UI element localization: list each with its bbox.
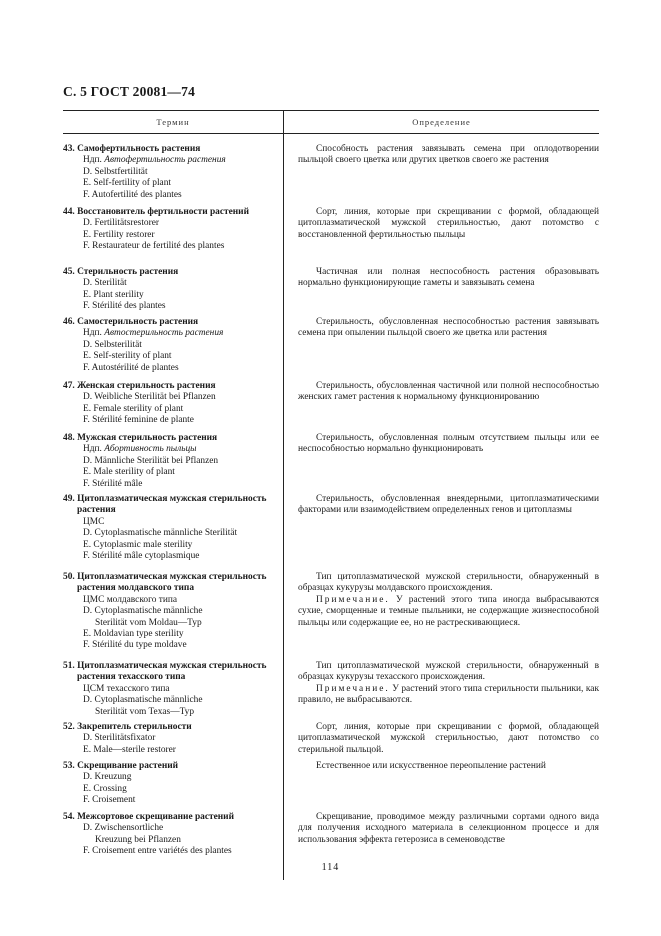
term-cell	[63, 572, 276, 652]
definition-cell	[276, 267, 599, 313]
term-synonym	[77, 328, 268, 339]
term-number: 44.	[63, 207, 75, 217]
term-synonym: D. Weibliche Sterilität bei Pflanzen	[83, 392, 216, 403]
term-synonym: D. Selbstfertilität	[83, 166, 148, 177]
definition-text: Тип цитоплазматической мужской стерильности, обнаруженный в образцах кукурузы техасского происхождения.	[298, 661, 599, 683]
note-label: Примечание.	[316, 683, 390, 694]
term-synonym: F. Stérilité mâle cytoplasmique	[83, 551, 200, 562]
term-cell	[63, 207, 276, 253]
term-synonym: F. Autostérilité de plantes	[83, 362, 179, 373]
term-synonym: F. Croisement	[83, 795, 136, 806]
term-name: Восстановитель фертильности растений	[77, 207, 249, 217]
term-synonym: E. Moldavian type sterility	[83, 629, 184, 640]
definition-text: Стерильность, обусловленная неспособностью растения завязывать семена при опылении пыльцой своего же цветка или растения	[298, 317, 599, 339]
term-synonym: D. Cytoplasmatische männliche	[83, 695, 203, 706]
definition-cell	[276, 381, 599, 427]
term-name: Цитоплазматическая мужская стерильность растения молдавского типа	[77, 572, 267, 594]
term-title	[63, 761, 268, 772]
term-synonym: ЦМС	[83, 516, 105, 527]
term-synonym: F. Stérilité du type moldave	[83, 640, 187, 651]
term-number: 52.	[63, 722, 75, 732]
definition-note	[298, 595, 599, 629]
term-name: Самостерильность растения	[77, 317, 199, 327]
term-synonym: E. Self-fertility of plant	[83, 178, 171, 189]
definition-cell	[276, 572, 599, 652]
term-synonym: F. Croisement entre variétés des plantes	[83, 846, 232, 857]
term-synonym: E. Male—sterile restorer	[83, 744, 176, 755]
note-label: Примечание.	[316, 594, 390, 605]
term-name: Женская стерильность растения	[77, 381, 216, 391]
term-title	[63, 381, 268, 392]
table-header-row	[63, 110, 599, 134]
term-synonym: D. Zwischensortliche	[83, 823, 164, 834]
term-synonym: E. Female sterility of plant	[83, 403, 184, 414]
definition-text: Тип цитоплазматической мужской стерильности, обнаруженный в образцах кукурузы молдавского происхождения.	[298, 572, 599, 594]
definition-cell	[276, 207, 599, 253]
table-row	[63, 317, 599, 374]
term-title	[63, 144, 268, 155]
term-deprecated: Автофертильность растения	[104, 155, 226, 166]
definition-text: Скрещивание, проводимое между различными сортами одного вида для получения исходного материала в селекционном процессе и для использования эффекта гетерозиса в семеноводстве	[298, 812, 599, 845]
term-title	[63, 572, 268, 595]
table-row	[63, 661, 599, 718]
definition-text: Частичная или полная неспособность растения образовывать нормально функционирующие гаметы и завязывать семена	[298, 267, 599, 289]
term-synonym: F. Stérilité feminine de plante	[83, 415, 194, 426]
term-synonym: Kreuzung bei Pflanzen	[95, 834, 181, 845]
definition-text: Стерильность, обусловленная полным отсутствием пыльцы или ее неспособностью нормально функционировать	[298, 433, 599, 455]
term-prefix: Ндп.	[83, 328, 105, 339]
term-synonym: E. Fertility restorer	[83, 229, 155, 240]
definition-cell	[276, 812, 599, 858]
definition-cell	[276, 661, 599, 718]
definition-cell	[276, 722, 599, 756]
term-synonym: ЦСМ техасского типа	[83, 683, 170, 694]
term-number: 45.	[63, 267, 75, 277]
term-synonym: E. Male sterility of plant	[83, 467, 175, 478]
term-name: Цитоплазматическая мужская стерильность растения	[77, 494, 267, 516]
term-name: Мужская стерильность растения	[77, 433, 218, 443]
definition-cell	[276, 144, 599, 201]
term-name: Стерильность растения	[77, 267, 179, 277]
term-synonym: F. Restaurateur de fertilité des plantes	[83, 241, 225, 252]
table-row	[63, 144, 599, 201]
term-cell	[63, 812, 276, 858]
term-cell	[63, 317, 276, 374]
definition-text: Сорт, линия, которые при скрещивании с формой, обладающей цитоплазматической мужской стерильностью, дают потомство со стерильной пыльцой.	[298, 722, 599, 755]
term-number: 47.	[63, 381, 75, 391]
term-number: 54.	[63, 812, 75, 822]
term-synonym: E. Cytoplasmic male sterility	[83, 539, 193, 550]
term-title	[63, 661, 268, 684]
definition-text: Сорт, линия, которые при скрещивании с формой, обладающей цитоплазматической мужской стерильностью, дают потомство с восстановленной фертильностью пыльцы	[298, 207, 599, 240]
term-number: 53.	[63, 761, 75, 771]
table-row	[63, 433, 599, 490]
term-cell	[63, 722, 276, 756]
term-synonym: F. Stérilité mâle	[83, 478, 143, 489]
page-header: С. 5 ГОСТ 20081—74	[63, 84, 196, 99]
definition-cell	[276, 433, 599, 490]
term-synonym: E. Plant sterility	[83, 289, 144, 300]
term-title	[63, 207, 268, 218]
term-synonym: E. Crossing	[83, 783, 127, 794]
term-title	[63, 267, 268, 278]
definition-text: Стерильность, обусловленная частичной или полной неспособностью женских гамет растения к нормальному функционированию	[298, 381, 599, 403]
term-title	[63, 494, 268, 517]
term-cell	[63, 144, 276, 201]
term-name: Цитоплазматическая мужская стерильность растения техасского типа	[77, 661, 267, 683]
table-row	[63, 381, 599, 427]
definition-cell	[276, 317, 599, 374]
term-synonym: Sterilität vom Texas—Typ	[95, 706, 195, 717]
term-deprecated: Автостерильность растения	[104, 328, 224, 339]
term-number: 43.	[63, 144, 75, 154]
term-number: 48.	[63, 433, 75, 443]
term-synonym: D. Sterilitätsfixator	[83, 733, 156, 744]
term-synonym: D. Fertilitätsrestorer	[83, 218, 160, 229]
page-number: 114	[321, 862, 340, 873]
term-name: Межсортовое скрещивание растений	[77, 812, 234, 822]
term-synonym: D. Cytoplasmatische männliche	[83, 606, 203, 617]
term-prefix: Ндп.	[83, 444, 105, 455]
table-row	[63, 572, 599, 652]
term-title	[63, 433, 268, 444]
definition-text: Способность растения завязывать семена при оплодотворении пыльцой своего цветка или других цветков своего же растения	[298, 144, 599, 166]
term-cell	[63, 494, 276, 562]
term-number: 49.	[63, 494, 75, 504]
table-row	[63, 494, 599, 562]
term-name: Самофертильность растения	[77, 144, 201, 154]
term-cell	[63, 267, 276, 313]
definition-text: Стерильность, обусловленная внеядерными, цитоплазматическими факторами или взаимодействием определенных генов и цитоплазмы	[298, 494, 599, 516]
term-synonym: ЦМС молдавского типа	[83, 594, 178, 605]
term-synonym: F. Stérilité des plantes	[83, 301, 166, 312]
term-synonym: F. Autofertilité des plantes	[83, 189, 182, 200]
term-cell	[63, 433, 276, 490]
term-synonym	[77, 444, 268, 455]
definition-cell	[276, 494, 599, 562]
definition-column-header: Определение	[412, 117, 471, 127]
table-row	[63, 267, 599, 313]
term-number: 51.	[63, 661, 75, 671]
term-column-header: Термин	[63, 111, 284, 133]
term-synonym: D. Sterilität	[83, 278, 127, 289]
definition-cell	[276, 761, 599, 807]
term-synonym: D. Selbsterilität	[83, 339, 142, 350]
term-number: 46.	[63, 317, 75, 327]
note-text: У растений этого типа стерильности пыльники, как правило, не выбрасываются.	[298, 683, 599, 706]
note-text: У растений этого типа иногда выбрасываются сухие, сморщенные и темные пыльники, не содержащие жизнеспособной пыльцы или содержащие ее, но не растрескивающиеся.	[298, 594, 599, 628]
term-title	[63, 812, 268, 823]
table-row	[63, 207, 599, 253]
term-synonym: D. Kreuzung	[83, 772, 132, 783]
term-title	[63, 722, 268, 733]
term-synonym: D. Cytoplasmatische männliche Sterilität	[83, 528, 238, 539]
terms-table	[63, 110, 599, 857]
term-synonym	[77, 155, 268, 166]
term-name: Закрепитель стерильности	[77, 722, 192, 732]
term-deprecated: Абортивность пыльцы	[104, 444, 197, 455]
term-number: 50.	[63, 572, 75, 582]
table-row	[63, 722, 599, 756]
term-prefix: Ндп.	[83, 155, 105, 166]
definition-text: Естественное или искусственное переопыление растений	[316, 761, 546, 771]
table-row	[63, 761, 599, 807]
term-cell	[63, 381, 276, 427]
term-synonym: D. Männliche Sterilität bei Pflanzen	[83, 455, 219, 466]
term-cell	[63, 761, 276, 807]
table-row	[63, 812, 599, 858]
term-title	[63, 317, 268, 328]
term-synonym: E. Self-sterility of plant	[83, 351, 172, 362]
definition-note	[298, 684, 599, 707]
term-synonym: Sterilität vom Moldau—Typ	[95, 617, 202, 628]
term-cell	[63, 661, 276, 718]
term-name: Скрещивание растений	[77, 761, 179, 771]
